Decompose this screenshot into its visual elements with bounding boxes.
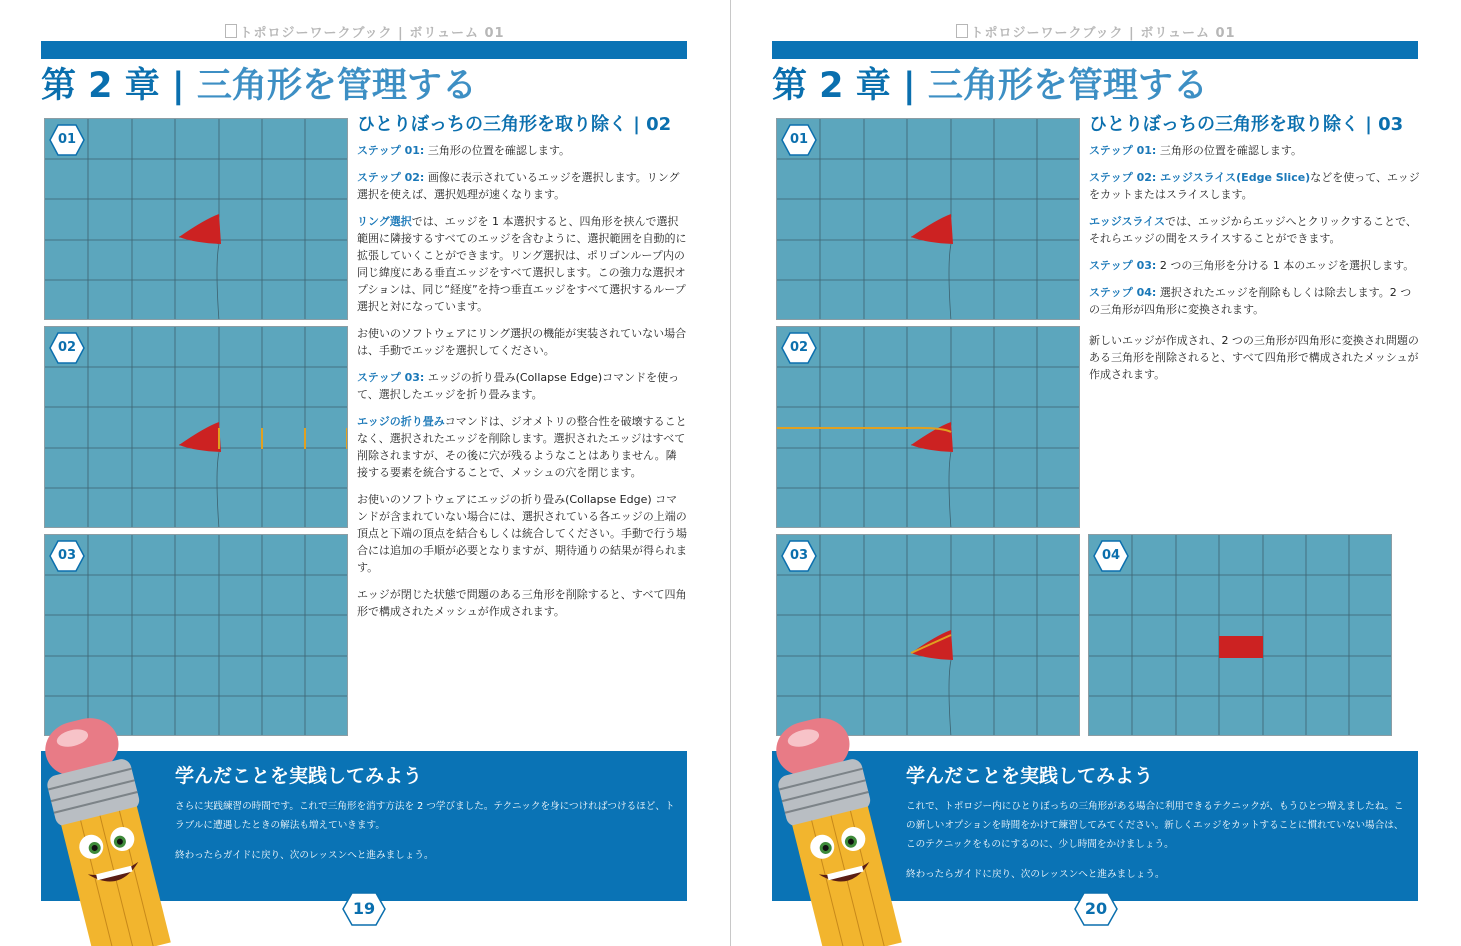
step-badge: 02 <box>49 332 85 364</box>
page-number: 19 <box>342 892 386 926</box>
running-head: トポロジーワークブック | ボリューム 01 <box>0 22 730 41</box>
practice-title: 学んだことを実践してみよう <box>175 765 423 787</box>
figure-panel-03 <box>44 534 348 736</box>
step-badge: 03 <box>49 540 85 572</box>
instructions-column <box>357 114 687 630</box>
mesh-grid <box>45 535 348 736</box>
section-subhead: ひとりぼっちの三角形を取り除く | 03 <box>1089 114 1404 135</box>
mesh-grid <box>45 119 348 320</box>
paragraph: 新しいエッジが作成され、2 つの三角形が四角形に変換され問題のある三角形を削除されると、すべて四角形で構成されたメッシュが作成されます。 <box>1089 334 1419 381</box>
lone-triangle <box>179 214 221 244</box>
practice-title: 学んだことを実践してみよう <box>906 765 1154 787</box>
instructions-column <box>1089 114 1421 393</box>
paragraph: ステップ 02: 画像に表示されているエッジを選択します。リング選択を使えば、選択処理が速くなります。 <box>357 171 680 201</box>
figure-panel-04 <box>1088 534 1392 736</box>
paragraph: リング選択では、エッジを 1 本選択すると、四角形を挟んで選択範囲に隣接するすべてのエッジを含むように、選択範囲を自動的に拡張していくことができます。リング選択は、ポリゴンループ内の同じ緯度にある垂直エッジをすべて選択します。この強力な選択オプションは、同じ“経度”を持つ垂直エッジをすべて選択するループ選択と対になっています。 <box>357 215 687 313</box>
paragraph: ステップ 02: エッジスライス(Edge Slice)などを使って、エッジをカットまたはスライスします。 <box>1089 171 1420 201</box>
paragraph: ステップ 03: エッジの折り畳み(Collapse Edge)コマンドを使って、選択したエッジを折り畳みます。 <box>357 371 680 401</box>
figure-panel-02 <box>44 326 348 528</box>
figure-panel-01 <box>44 118 348 320</box>
pencil-mascot-icon <box>44 716 174 946</box>
step-badge: 04 <box>1093 540 1129 572</box>
new-quad <box>1219 636 1263 658</box>
mesh-grid <box>777 327 1080 528</box>
paragraph: エッジの折り畳みコマンドは、ジオメトリの整合性を破壊することなく、選択されたエッジを削除します。選択されたエッジはすべて削除されますが、その後に穴が残るようなことはありません。隣接する要素を統合することで、メッシュの穴を閉じます。 <box>357 415 687 479</box>
paragraph: お使いのソフトウェアにエッジの折り畳み(Collapse Edge) コマンドが含まれていない場合には、選択されている各エッジの上端の頂点と下端の頂点を結合もしくは統合してください。手動で行う場合には追加の手順が必要となりますが、期待通りの結果が得られます。 <box>357 493 687 574</box>
figure-panel-03 <box>776 534 1080 736</box>
chapter-title: 第 2 章 | 三角形を管理する <box>772 66 1208 106</box>
book-icon <box>956 24 968 38</box>
paragraph: ステップ 04: 選択されたエッジを削除もしくは除去します。2 つの三角形が四角形に変換されます。 <box>1089 286 1412 316</box>
step-badge: 01 <box>781 124 817 156</box>
mesh-grid <box>1089 535 1392 736</box>
practice-text: これで、トポロジー内にひとりぼっちの三角形がある場合に利用できるテクニックが、もうひとつ増えましたね。この新しいオプションを時間をかけて練習してみてください。新しくエッジをカットすることに慣れていない場合は、このテクニックをものにするのに、少し時間をかけましょう。 終わったらガイドに戻り、次のレッスンへと進みましょう。 <box>906 801 1404 880</box>
mesh-grid <box>777 119 1080 320</box>
running-head: トポロジーワークブック | ボリューム 01 <box>731 22 1461 41</box>
header-bar <box>772 41 1418 59</box>
pencil-mascot-icon <box>775 716 905 946</box>
figure-panel-01 <box>776 118 1080 320</box>
paragraph: エッジスライスでは、エッジからエッジへとクリックすることで、それらエッジの間をスライスすることができます。 <box>1089 215 1417 245</box>
page-20 <box>731 0 1461 946</box>
practice-text: さらに実践練習の時間です。これで三角形を消す方法を 2 つ学びました。テクニックを身につければつけるほど、トラブルに遭遇したときの解法も増えていきます。 終わったらガイドに戻り、次のレッスンへと進みましょう。 <box>175 801 675 861</box>
page-19 <box>0 0 730 946</box>
paragraph: ステップ 03: 2 つの三角形を分ける 1 本のエッジを選択します。 <box>1089 259 1415 272</box>
paragraph: ステップ 01: 三角形の位置を確認します。 <box>1089 144 1302 157</box>
chapter-title: 第 2 章 | 三角形を管理する <box>41 66 477 106</box>
mesh-grid <box>777 535 1080 736</box>
figure-panel-02 <box>776 326 1080 528</box>
paragraph: お使いのソフトウェアにリング選択の機能が実装されていない場合は、手動でエッジを選択してください。 <box>357 327 687 357</box>
mesh-grid <box>45 327 348 528</box>
section-subhead: ひとりぼっちの三角形を取り除く | 02 <box>357 114 672 135</box>
step-badge: 03 <box>781 540 817 572</box>
step-badge: 02 <box>781 332 817 364</box>
header-bar <box>41 41 687 59</box>
page-number: 20 <box>1074 892 1118 926</box>
paragraph: ステップ 01: 三角形の位置を確認します。 <box>357 144 570 157</box>
paragraph: エッジが閉じた状態で問題のある三角形を削除すると、すべて四角形で構成されたメッシュが作成されます。 <box>357 588 687 618</box>
book-icon <box>225 24 237 38</box>
step-badge: 01 <box>49 124 85 156</box>
